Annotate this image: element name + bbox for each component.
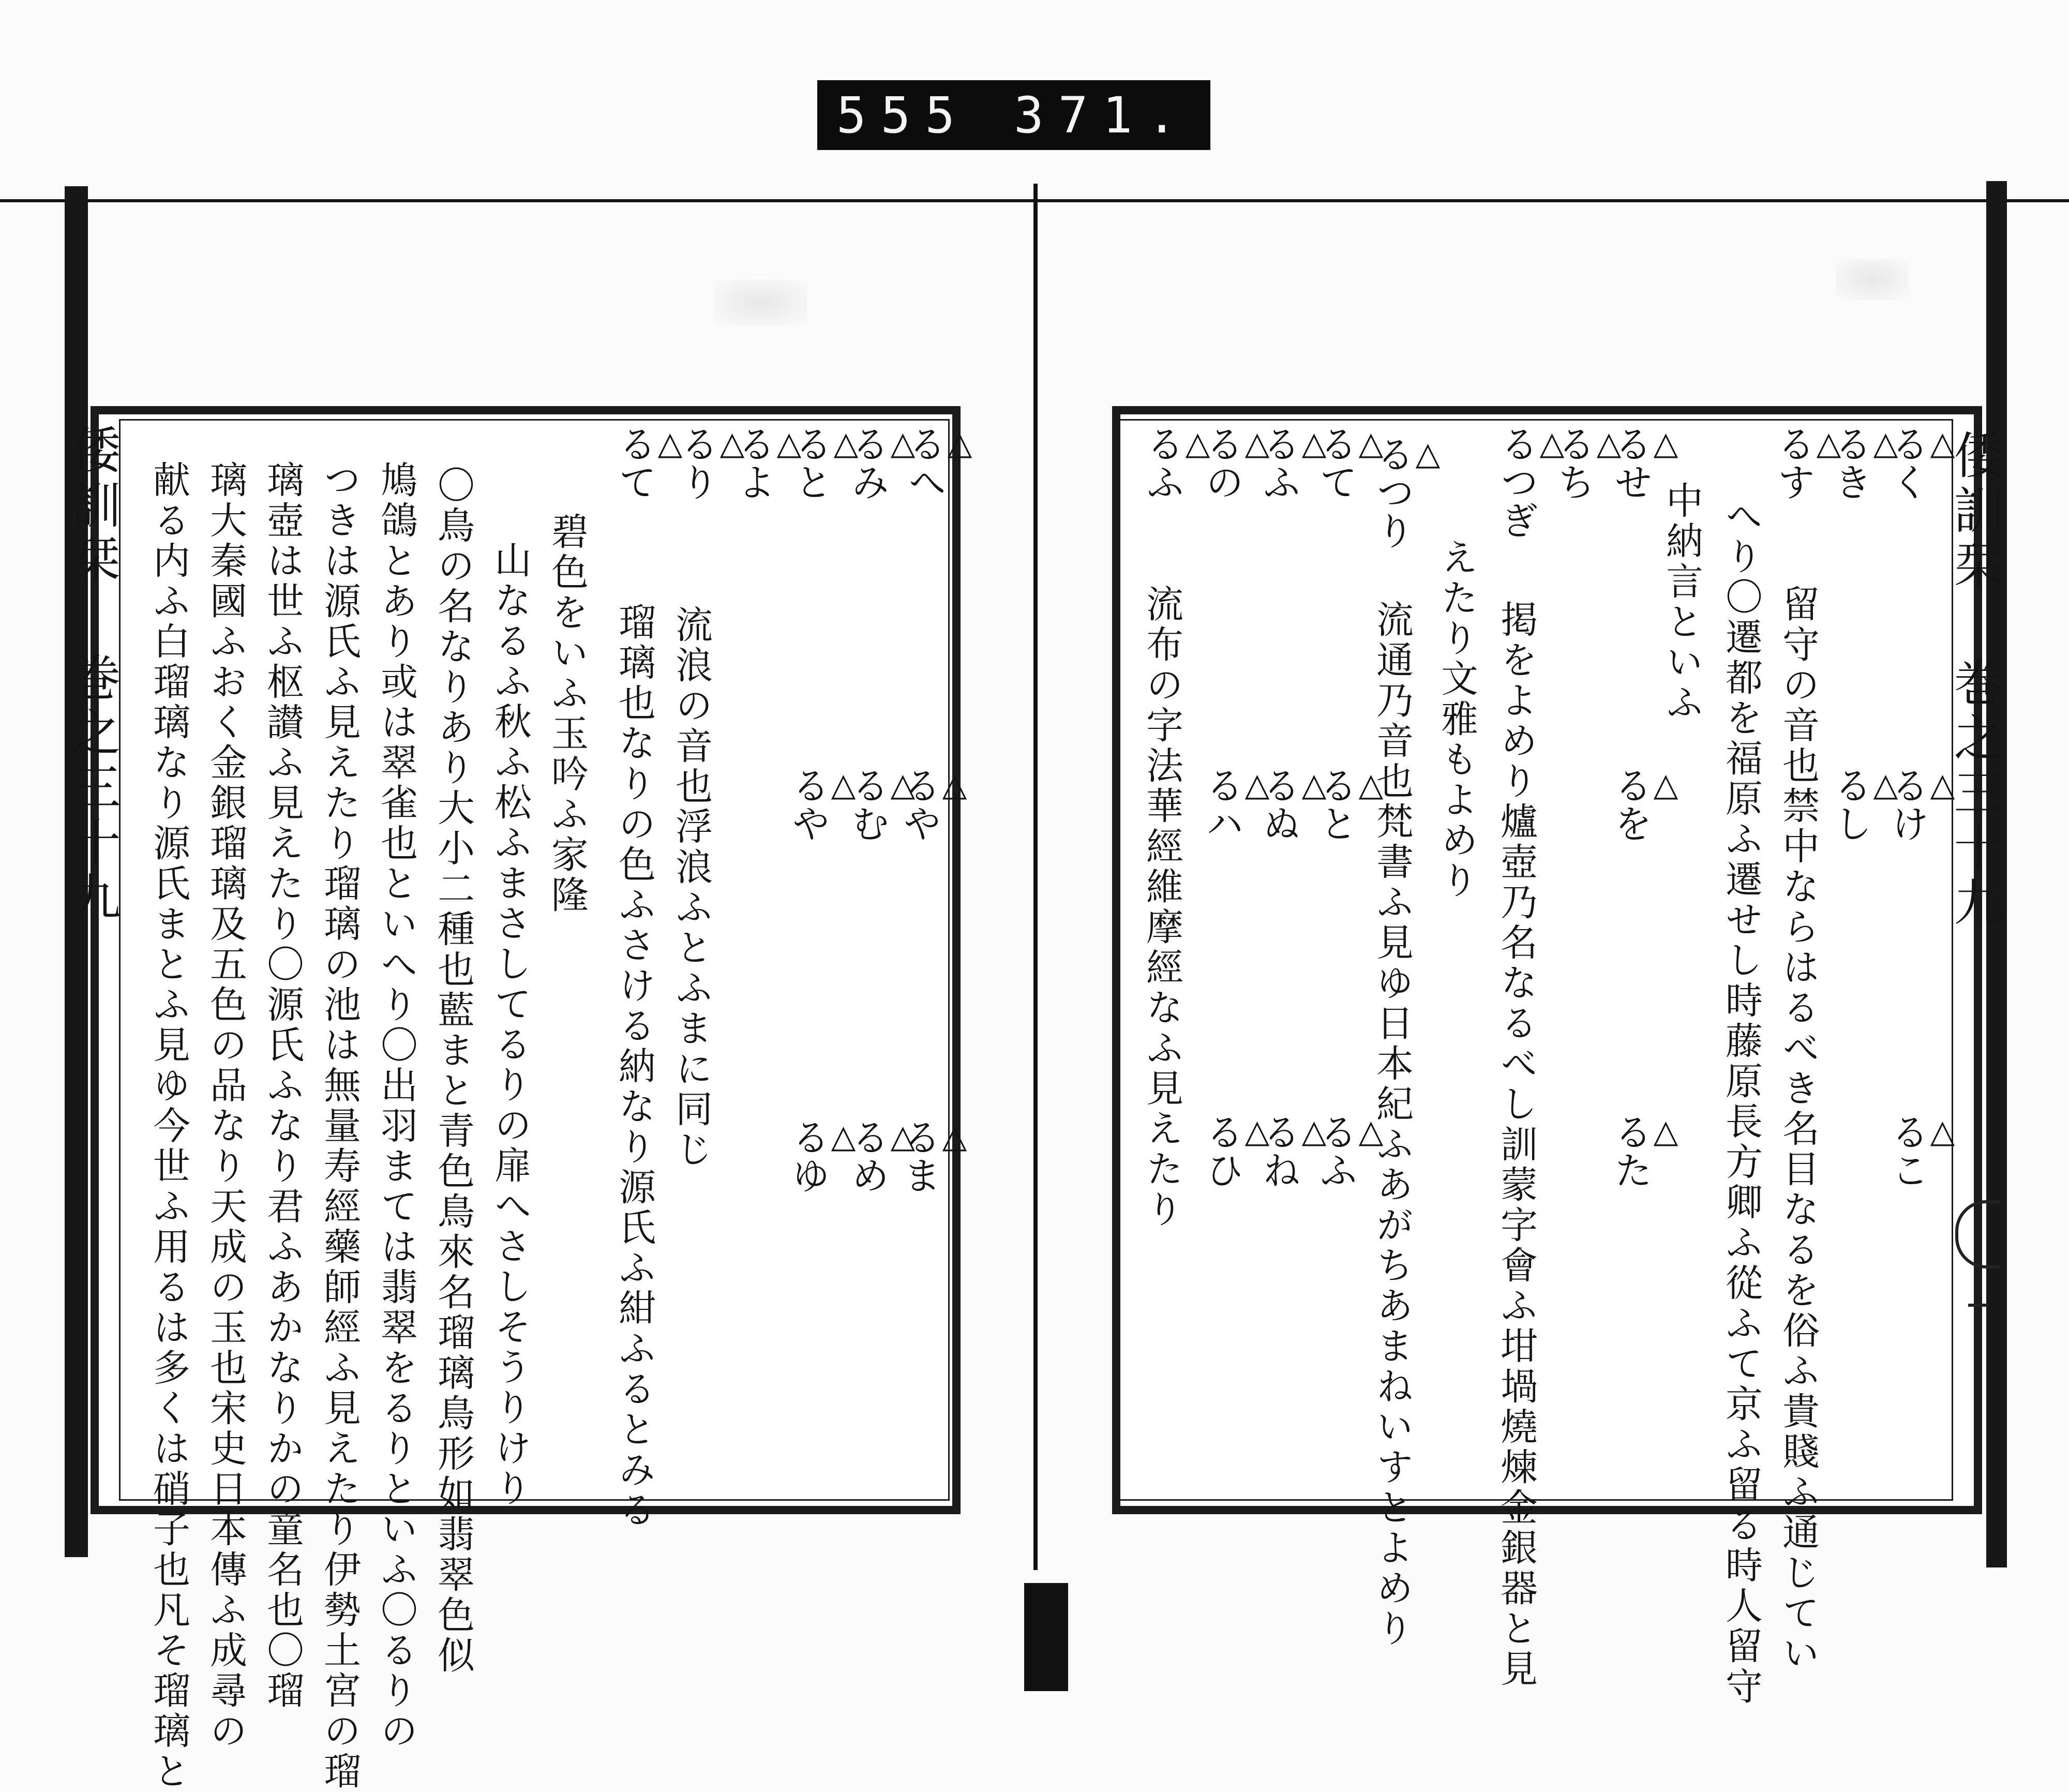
left-line-2: 瑠璃也なりの色ふさける納なり源氏ふ紺ふるとみる xyxy=(612,603,656,1531)
right-headword-16: △ るぬ xyxy=(1260,766,1330,842)
left-line-3: 碧色をいふ玉吟ふ家隆 xyxy=(545,512,589,916)
right-headword-11: △ るふ xyxy=(1143,424,1213,501)
right-headword-20: △ るふ xyxy=(1316,1112,1387,1189)
right-headword-9: △ るふ xyxy=(1260,424,1330,501)
left-line-4: 山なるふ秋ふ松ふまさしてるりの扉へさしそうりけり xyxy=(488,541,532,1509)
spine-line xyxy=(1033,184,1038,1570)
right-headword-12: △ るけ xyxy=(1888,766,1958,842)
page-stain-2 xyxy=(1836,259,1909,300)
right-margin-tick xyxy=(1968,1304,1989,1307)
right-line-1: 留守の音也禁中ならはるべき名目なるを俗ふ貴賤ふ通じてい xyxy=(1776,585,1820,1674)
left-headword-10: △ るま xyxy=(900,1117,970,1194)
page-stain-1 xyxy=(714,279,807,326)
archive-label: 555 371. xyxy=(817,80,1210,150)
left-line-1: 流浪の音也浮浪ふとふまに同じ xyxy=(669,605,713,1170)
right-line-3: 中納言といふ xyxy=(1660,481,1703,723)
right-headword-22: △ るひ xyxy=(1203,1112,1273,1189)
spine-weight xyxy=(1024,1583,1068,1691)
left-line-9: 璃大秦國ふおく金銀瑠璃及五色の品なり天成の玉也宋史日本傳ふ成尋の xyxy=(204,460,247,1752)
left-headword-12: △ るゆ xyxy=(789,1117,859,1194)
left-headword-11: △ るめ xyxy=(848,1117,919,1194)
left-headword-1: △ るへ xyxy=(905,424,976,501)
left-headword-5: △ るり xyxy=(678,424,748,501)
right-headword-21: △ るね xyxy=(1260,1112,1330,1189)
left-headword-3: △ ると xyxy=(791,424,862,501)
right-line-6: 流通乃音也梵書ふ見ゆ日本紀ふあがちあまねいすとよめり xyxy=(1370,600,1414,1649)
right-headword-4: △ るせ xyxy=(1611,424,1682,501)
right-headword-18: △ るこ xyxy=(1888,1112,1958,1189)
right-headword-2: △ るき xyxy=(1831,424,1901,501)
left-headword-2: △ るみ xyxy=(848,424,919,501)
right-headword-7: △ るつり xyxy=(1373,435,1444,549)
left-line-5: 〇鳥の名なりあり大小二種也藍まと青色鳥來名瑠璃鳥形如翡翠色似 xyxy=(431,466,475,1676)
right-headword-17: △ るハ xyxy=(1203,766,1273,842)
right-headword-6: △ るつぎ xyxy=(1497,424,1568,539)
right-line-2: へり〇遷都を福原ふ遷せし時藤原長方卿ふ從ふて京ふ留る時人留守 xyxy=(1719,497,1763,1707)
left-headword-7: △ るや xyxy=(900,766,970,842)
right-headword-10: △ るの xyxy=(1203,424,1273,501)
left-headword-4: △ るよ xyxy=(734,424,805,501)
right-headword-14: △ るを xyxy=(1611,766,1682,842)
right-headword-15: △ ると xyxy=(1316,766,1387,842)
left-line-10: 献る内ふ白瑠璃なり源氏まとふ見ゆ今世ふ用るは多くは硝子也凡そ瑠璃と xyxy=(147,460,190,1792)
right-headword-5: △ るち xyxy=(1554,424,1625,501)
left-headword-6: △ るて xyxy=(616,424,686,501)
right-headword-19: △ るた xyxy=(1611,1112,1682,1189)
right-line-7: 流布の字法華經維摩經なふ見えたり xyxy=(1140,585,1183,1230)
left-line-7: つきは源氏ふ見えたり瑠璃の池は無量寿經藥師經ふ見えたり伊勢土宮の瑠 xyxy=(318,460,361,1792)
right-page-title: 倭訓栞 巻之三十九 xyxy=(1946,429,2004,931)
left-line-6: 鳩鴿とあり或は翠雀也といへり〇出羽まては翡翠をるりといふ〇るりの xyxy=(374,460,418,1752)
right-headword-13: △ るし xyxy=(1831,766,1901,842)
right-line-5: えたり文雅もよめり xyxy=(1435,538,1478,901)
right-line-4: 掲をよめり爐壺乃名なるべし訓蒙字會ふ坩堝燒煉金銀器と見 xyxy=(1494,600,1538,1690)
right-headword-3: △ るす xyxy=(1774,424,1845,501)
right-headword-8: △ るて xyxy=(1316,424,1387,501)
left-page-title: 倭訓栞 巻之三十九 xyxy=(63,424,121,926)
left-line-8: 璃壺は世ふ枢讃ふ見えたり〇源氏ふなり君ふあかなりかの童名也〇瑠 xyxy=(261,460,304,1711)
left-headword-8: △ るむ xyxy=(848,766,919,842)
left-headword-9: △ るや xyxy=(789,766,859,842)
right-headword-1: △ るく xyxy=(1888,424,1958,501)
